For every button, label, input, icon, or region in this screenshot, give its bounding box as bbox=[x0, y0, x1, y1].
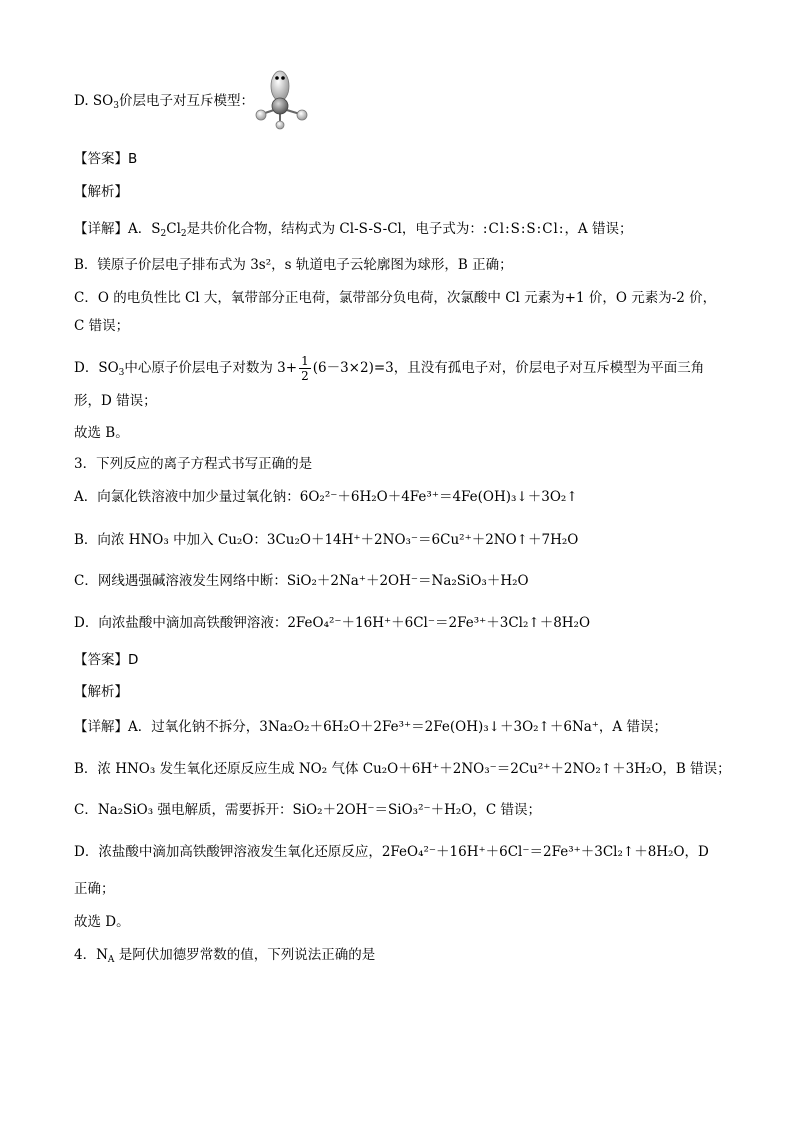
analysis-3: 【解析】 bbox=[74, 684, 128, 700]
detail-3a: 【详解】A．过氧化钠不拆分，3Na₂O₂＋6H₂O＋2Fe³⁺＝2Fe(OH)₃↓＋3O₂↑＋6Na⁺，A 错误； bbox=[74, 719, 667, 735]
analysis-2: 【解析】 bbox=[74, 184, 128, 200]
detail-2d-line1 bbox=[74, 354, 704, 383]
fraction-denominator: 2 bbox=[301, 369, 309, 383]
detail-2c-line2: C 错误； bbox=[74, 318, 130, 334]
detail-2d-pre: D．SO bbox=[74, 360, 119, 376]
fraction bbox=[299, 354, 311, 383]
q4-post: 是阿伏加德罗常数的值，下列说法正确的是 bbox=[114, 947, 376, 963]
detail-2a-head: 【详解】A．S bbox=[74, 221, 161, 237]
answer-2: 【答案】B bbox=[74, 151, 138, 167]
q3-option-b bbox=[74, 531, 578, 549]
detail-2a-tail: ，A 错误； bbox=[564, 221, 633, 237]
q3-a-equation: 6O₂²⁻＋6H₂O＋4Fe³⁺＝4Fe(OH)₃↓＋3O₂↑ bbox=[299, 489, 578, 505]
detail-2d-mid: 中心原子价层电子对数为 3+ bbox=[124, 360, 298, 376]
detail-2a-rest: 是共价化合物，结构式为 Cl-S-S-Cl，电子式为： bbox=[186, 221, 483, 237]
detail-2d-expr: (6－3×2)=3，且没有孤电子对，价层电子对互斥模型为平面三角 bbox=[312, 360, 705, 376]
q2d-prefix: D. SO bbox=[74, 93, 114, 109]
choose-3: 故选 D。 bbox=[74, 914, 130, 930]
question-3: 3．下列反应的离子方程式书写正确的是 bbox=[74, 456, 313, 472]
detail-2a-s3: 2 bbox=[180, 229, 187, 239]
q3-c-equation: SiO₂＋2Na⁺＋2OH⁻＝Na₂SiO₃＋H₂O bbox=[286, 573, 529, 589]
question-4 bbox=[74, 946, 375, 969]
detail-2d-line2: 形，D 错误； bbox=[74, 393, 157, 409]
q3-option-c bbox=[74, 572, 529, 590]
detail-3b: B．浓 HNO₃ 发生氧化还原反应生成 NO₂ 气体 Cu₂O＋6H⁺＋2NO₃⁻＝2Cu²⁺＋2NO₂↑＋3H₂O，B 错误； bbox=[74, 761, 731, 777]
detail-3d-line1: D．浓盐酸中滴加高铁酸钾溶液发生氧化还原反应，2FeO₄²⁻＋16H⁺＋6Cl⁻＝2Fe³⁺＋3Cl₂↑＋8H₂O，D bbox=[74, 844, 709, 860]
detail-2a-cl: Cl bbox=[166, 221, 181, 237]
detail-2b: B．镁原子价层电子排布式为 3s²，s 轨道电子云轮廓图为球形，B 正确； bbox=[74, 257, 513, 273]
q3-d-label: D．向浓盐酸中滴加高铁酸钾溶液： bbox=[74, 615, 288, 631]
q3-a-label: A．向氯化铁溶液中加少量过氧化钠： bbox=[74, 489, 300, 505]
q3-option-d bbox=[74, 614, 590, 632]
q3-b-label: B．向浓 HNO₃ 中加入 Cu₂O： bbox=[74, 532, 267, 548]
q3-b-equation: 3Cu₂O＋14H⁺＋2NO₃⁻＝6Cu²⁺＋2NO↑＋7H₂O bbox=[266, 532, 579, 548]
q2d-sub: 3 bbox=[113, 101, 119, 111]
q2-option-d bbox=[74, 92, 254, 115]
fraction-numerator: 1 bbox=[301, 354, 309, 368]
electron-formula: :Cl:S:S:Cl: bbox=[482, 221, 565, 237]
q3-d-equation: 2FeO₄²⁻＋16H⁺＋6Cl⁻＝2Fe³⁺＋3Cl₂↑＋8H₂O bbox=[287, 615, 591, 631]
answer-3: 【答案】D bbox=[74, 652, 139, 668]
detail-2d-sub: 3 bbox=[118, 368, 125, 378]
q3-c-label: C．网线遇强碱溶液发生网络中断： bbox=[74, 573, 287, 589]
choose-2: 故选 B。 bbox=[74, 425, 129, 441]
detail-3d-line2: 正确； bbox=[74, 881, 115, 897]
q4-pre: 4．N bbox=[74, 947, 108, 963]
detail-2c-line1: C．O 的电负性比 Cl 大，氧带部分正电荷，氯带部分负电荷，次氯酸中 Cl 元素为+1 价，O 元素为-2 价， bbox=[74, 290, 717, 306]
detail-3c: C．Na₂SiO₃ 强电解质，需要拆开：SiO₂＋2OH⁻＝SiO₃²⁻＋H₂O，C 错误； bbox=[74, 802, 541, 818]
detail-2a bbox=[74, 220, 632, 243]
q3-option-a bbox=[74, 488, 578, 506]
q2d-suffix: 价层电子对互斥模型： bbox=[118, 93, 254, 109]
detail-2a-s2: 2 bbox=[160, 229, 167, 239]
q4-sub: A bbox=[107, 955, 115, 965]
so3-vsepr-model-image bbox=[252, 68, 312, 130]
